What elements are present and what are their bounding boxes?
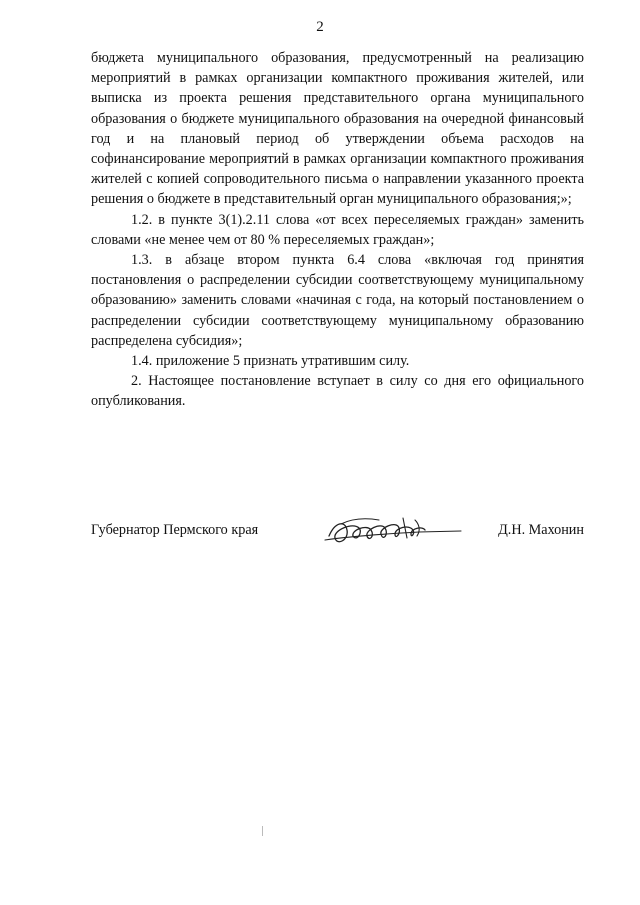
signature-block (91, 512, 584, 552)
paragraph-item-1-4: 1.4. приложение 5 признать утратившим силу. (131, 353, 410, 370)
paragraph-item-2: 2. Настоящее постановление вступает в силу со дня его официального опубликования. (91, 373, 584, 410)
signer-name: Д.Н. Махонин (498, 522, 584, 538)
margin-mark (262, 826, 263, 836)
paragraph-budget-continuation: бюджета муниципального образования, предусмотренный на реализацию мероприятий в рамках организации компактного проживания жителей, или выписка из проекта решения представительного органа муниципального образования о бюджете муниципального образования на очередной финансовый год и на плановый период об утверждении объема расходов на софинансирование мероприятий в рамках организации компактного проживания жителей с копией сопроводительного письма о направлении указанного проекта решения о бюджете в представительный орган муниципального образования;»; (91, 50, 584, 208)
signer-title: Губернатор Пермского края (91, 522, 259, 538)
handwritten-signature (323, 512, 463, 552)
paragraph-item-1-3: 1.3. в абзаце втором пункта 6.4 слова «включая год принятия постановления о распределении субсидии соответствующему муниципальному образованию» заменить словами «начиная с года, на который постановлением о распределении субсидии соответствующему муниципальному образованию распределена субсидия»; (91, 252, 584, 349)
page-number: 2 (316, 19, 324, 35)
document-body (91, 48, 584, 412)
paragraph-item-1-2: 1.2. в пункте 3(1).2.11 слова «от всех переселяемых граждан» заменить словами «не менее чем от 80 % переселяемых граждан»; (91, 211, 584, 248)
